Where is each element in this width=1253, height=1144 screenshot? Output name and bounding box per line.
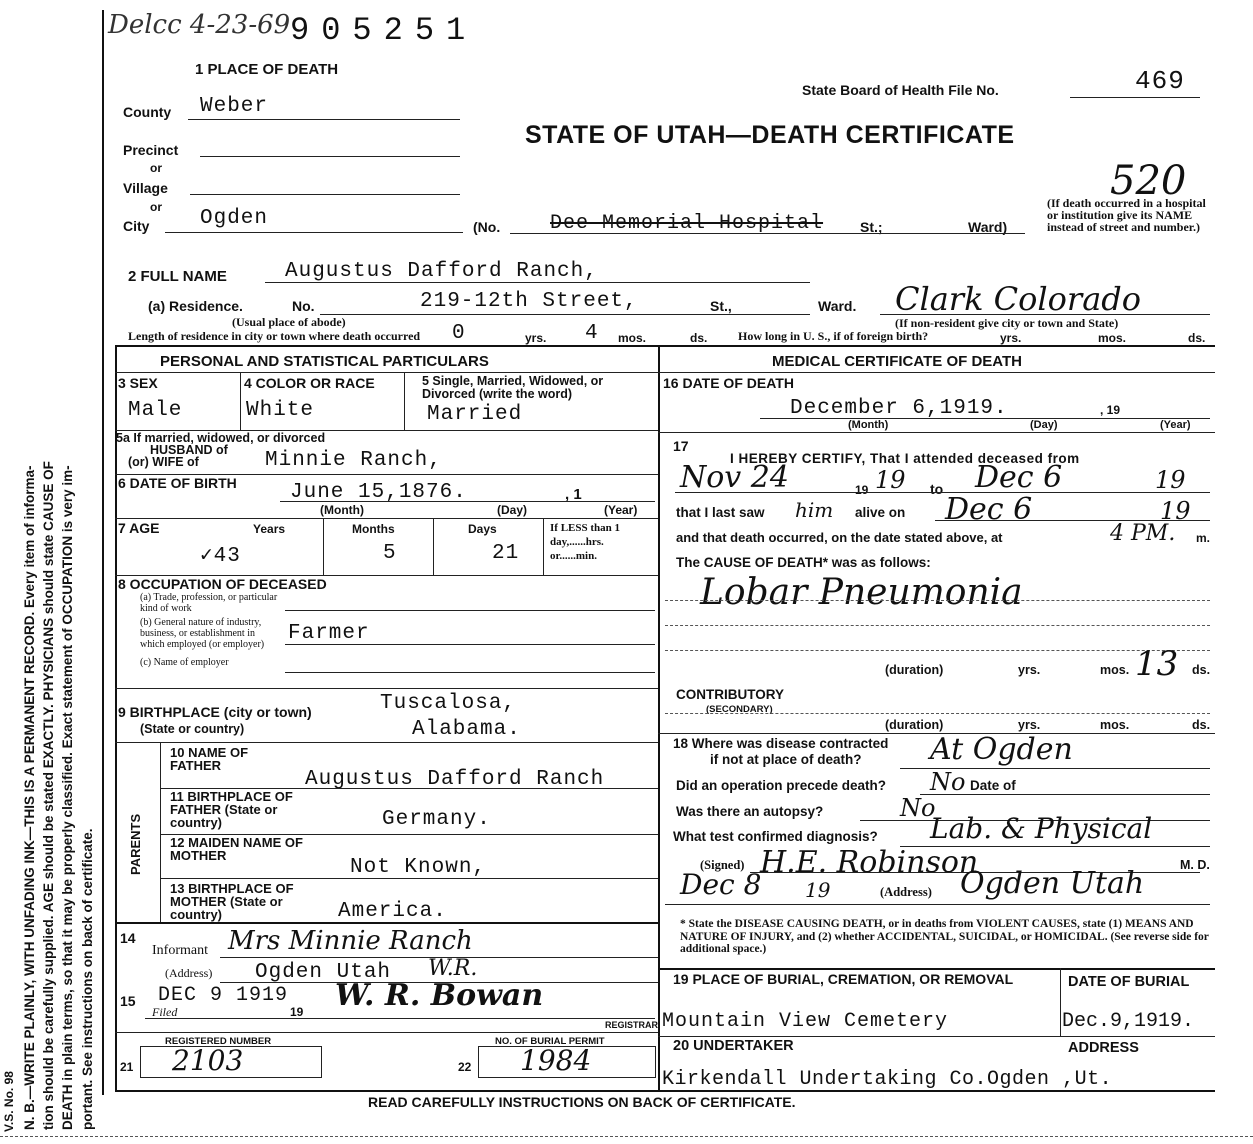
footer-instructions: READ CAREFULLY INSTRUCTIONS ON BACK OF CERTIFICATE.	[368, 1094, 796, 1110]
cause-of-death: Lobar Pneumonia	[700, 572, 1023, 613]
father-birthplace-value: Germany.	[382, 808, 491, 831]
full-name-label: 2 FULL NAME	[128, 268, 227, 285]
mother-birthplace-label: 13 BIRTHPLACE OF MOTHER (State or country)	[170, 881, 294, 922]
cause-footnote: * State the DISEASE CAUSING DEATH, or in deaths from VIOLENT CAUSES, state (1) MEANS AND NATURE OF INJURY, and (2) whether ACCIDENTAL, SUICIDAL, or HOMICIDAL. (See reverse side for additional space.)	[680, 918, 1209, 955]
birth-state: Alabama.	[412, 718, 521, 741]
dob-label: 6 DATE OF BIRTH	[118, 475, 237, 491]
instruction-line-1: N. B.—WRITE PLAINLY, WITH UNFADING INK—THIS IS A PERMANENT RECORD. Every item of informa-	[22, 465, 37, 1130]
undertaker-label: 20 UNDERTAKER	[673, 1038, 794, 1054]
date-of-death-label: 16 DATE OF DEATH	[663, 375, 794, 391]
sex-label: 3 SEX	[118, 375, 158, 391]
precinct-label: Precinct	[123, 142, 179, 158]
certificate-title: STATE OF UTAH—DEATH CERTIFICATE	[525, 121, 1015, 149]
certify-text: I HEREBY CERTIFY, That I attended deceased from	[730, 451, 1080, 466]
burial-permit-number: 1984	[520, 1044, 592, 1077]
informant-signature: Mrs Minnie Ranch	[228, 926, 473, 956]
burial-place-label: 19 PLACE OF BURIAL, CREMATION, OR REMOVAL	[673, 971, 1014, 987]
spouse-value: Minnie Ranch,	[265, 449, 442, 472]
marital-label: 5 Single, Married, Widowed, or Divorced (write the word)	[422, 374, 604, 401]
undertaker-value: Kirkendall Undertaking Co.Ogden ,Ut.	[662, 1068, 1113, 1091]
instruction-line-4: portant. See instructions on back of certificate.	[80, 828, 95, 1130]
county-value: Weber	[200, 95, 269, 118]
medical-heading: MEDICAL CERTIFICATE OF DEATH	[772, 353, 1022, 370]
disease-contracted-where: At Ogden	[930, 732, 1073, 767]
margin-border	[102, 10, 104, 1095]
attended-to: Dec 6	[975, 460, 1063, 495]
dob-value: June 15,1876.	[290, 481, 467, 504]
registration-handwritten: 520	[1110, 158, 1187, 204]
file-no-label: State Board of Health File No.	[802, 82, 999, 98]
duration-days: 13	[1135, 644, 1179, 684]
residence-years: 0	[452, 322, 466, 345]
city-label: City	[123, 218, 150, 234]
age-label: 7 AGE	[118, 520, 160, 536]
instruction-line-3: DEATH in plain terms, so that it may be properly classified. Exact statement of OCCUPATION is very im-	[60, 465, 75, 1130]
top-annotation: Delcc 4-23-69	[108, 10, 291, 40]
length-of-residence-label: Length of residence in city or town where death occurred	[128, 329, 421, 343]
death-time: 4 PM.	[1110, 521, 1176, 546]
village-label: Village	[123, 180, 168, 196]
sex-value: Male	[128, 399, 183, 422]
city-value: Ogden	[200, 207, 269, 230]
mother-name-label: 12 MAIDEN NAME OF MOTHER	[170, 835, 303, 863]
residence-value: 219-12th Street,	[420, 290, 638, 313]
residence-handwritten: Clark Colorado	[895, 280, 1142, 318]
residence-months: 4	[585, 322, 599, 345]
autopsy-value: No	[900, 794, 936, 822]
father-value: Augustus Dafford Ranch	[305, 768, 605, 791]
full-name-value: Augustus Dafford Ranch,	[285, 260, 598, 283]
us-residence-label: How long in U. S., if of foreign birth?	[738, 329, 929, 343]
birth-city: Tuscalosa,	[380, 692, 517, 715]
burial-date-value: Dec.9,1919.	[1062, 1010, 1195, 1033]
color-value: White	[246, 399, 315, 422]
contributory-label: CONTRIBUTORY	[676, 687, 784, 702]
ward-label: Ward)	[968, 219, 1008, 235]
last-seen-date: Dec 6	[945, 492, 1033, 527]
mother-name-value: Not Known,	[350, 856, 487, 879]
filed-stamp: DEC 9 1919	[158, 984, 289, 1007]
father-birthplace-label: 11 BIRTHPLACE OF FATHER (State or country)	[170, 789, 293, 830]
marital-value: Married	[427, 403, 523, 426]
date-of-death-value: December 6,1919.	[790, 397, 1008, 420]
hospital-note: (If death occurred in a hospital or institution give its NAME instead of street and number.)	[1047, 196, 1206, 234]
ward-label-2: Ward.	[818, 298, 857, 314]
form-number: V.S. No. 98	[2, 1071, 16, 1132]
burial-place-value: Mountain View Cemetery	[662, 1010, 949, 1033]
burial-date-label: DATE OF BURIAL	[1068, 974, 1190, 990]
instruction-line-2: tion should be carefully supplied. AGE should be stated EXACTLY. PHYSICIANS should state CAUSE OF	[41, 461, 56, 1130]
birthplace-label: 9 BIRTHPLACE (city or town)	[118, 704, 312, 720]
physician-address: Ogden Utah	[960, 866, 1145, 901]
diagnosis-test-value: Lab. & Physical	[930, 812, 1153, 845]
residence-label: (a) Residence.	[148, 298, 243, 314]
personal-heading: PERSONAL AND STATISTICAL PARTICULARS	[160, 353, 489, 370]
registered-number: 2103	[172, 1044, 244, 1077]
occupation-value: Farmer	[288, 622, 370, 645]
cause-label: The CAUSE OF DEATH* was as follows:	[676, 555, 931, 570]
physician-signature: H.E. Robinson	[760, 845, 979, 880]
registrar-signature: W. R. Bowan	[335, 978, 544, 1013]
occupation-label: 8 OCCUPATION OF DECEASED	[118, 576, 327, 592]
mother-birthplace-value: America.	[338, 900, 447, 923]
street-no-label: (No.	[473, 219, 501, 235]
certificate-serial: 905251	[290, 12, 478, 49]
parents-label: PARENTS	[128, 813, 143, 875]
age-months: 5	[383, 542, 397, 565]
place-of-death-label: 1 PLACE OF DEATH	[195, 61, 339, 78]
operation-value: No	[930, 768, 966, 796]
address-label: ADDRESS	[1068, 1040, 1139, 1056]
county-label: County	[123, 104, 172, 120]
age-years: ✓43	[200, 545, 241, 568]
hospital-value: Dee Memorial Hospital	[550, 212, 824, 235]
attended-from: Nov 24	[680, 460, 789, 495]
signature-date: Dec 8	[680, 868, 762, 901]
age-days: 21	[492, 542, 520, 565]
father-label: 10 NAME OF FATHER	[170, 745, 249, 773]
file-no-value: 469	[1135, 66, 1185, 96]
color-label: 4 COLOR OR RACE	[244, 375, 375, 391]
informant-address: Ogden Utah	[255, 961, 392, 984]
